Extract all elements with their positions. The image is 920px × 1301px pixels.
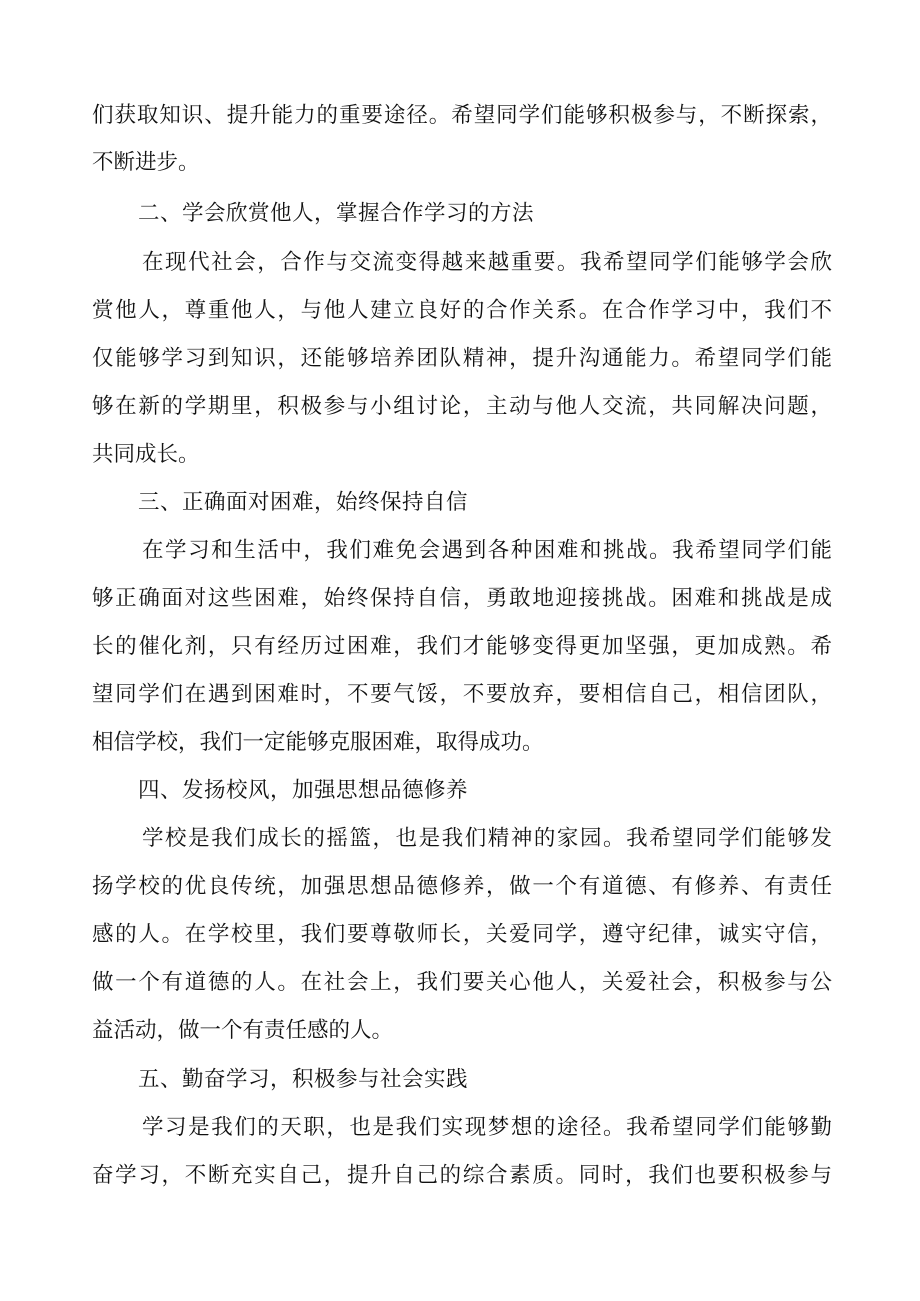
paragraph-line: 不断进步。 <box>92 150 200 175</box>
paragraph-line: 做一个有道德的人。在社会上，我们要关心他人，关爱社会，积极参与公 <box>92 970 832 995</box>
paragraph-line: 共同成长。 <box>92 442 200 467</box>
paragraph-line: 奋学习，不断充实自己，提升自己的综合素质。同时，我们也要积极参与 <box>92 1163 832 1188</box>
section-heading: 三、正确面对困难，始终保持自信 <box>138 490 469 515</box>
paragraph-line: 望同学们在遇到困难时，不要气馁，不要放弃，要相信自己，相信团队， <box>92 682 832 707</box>
section-heading: 四、发扬校风，加强思想品德修养 <box>138 778 469 803</box>
paragraph-line: 学习是我们的天职，也是我们实现梦想的途径。我希望同学们能够勤 <box>142 1115 832 1140</box>
paragraph-line: 感的人。在学校里，我们要尊敬师长，关爱同学，遵守纪律，诚实守信， <box>92 922 832 947</box>
section-heading: 五、勤奋学习，积极参与社会实践 <box>138 1067 469 1092</box>
paragraph-line: 学校是我们成长的摇篮，也是我们精神的家园。我希望同学们能够发 <box>142 826 832 851</box>
paragraph-line: 在学习和生活中，我们难免会遇到各种困难和挑战。我希望同学们能 <box>142 538 832 563</box>
paragraph-line: 够正确面对这些困难，始终保持自信，勇敢地迎接挑战。困难和挑战是成 <box>92 586 832 611</box>
paragraph-line: 够在新的学期里，积极参与小组讨论，主动与他人交流，共同解决问题， <box>92 394 832 419</box>
paragraph-line: 们获取知识、提升能力的重要途径。希望同学们能够积极参与，不断探索， <box>92 103 832 128</box>
paragraph-line: 相信学校，我们一定能够克服困难，取得成功。 <box>92 730 544 755</box>
paragraph-line: 益活动，做一个有责任感的人。 <box>92 1018 394 1043</box>
paragraph-line: 在现代社会，合作与交流变得越来越重要。我希望同学们能够学会欣 <box>142 250 832 275</box>
paragraph-line: 仅能够学习到知识，还能够培养团队精神，提升沟通能力。希望同学们能 <box>92 346 832 371</box>
paragraph-line: 赏他人，尊重他人，与他人建立良好的合作关系。在合作学习中，我们不 <box>92 298 832 323</box>
paragraph-line: 长的催化剂，只有经历过困难，我们才能够变得更加坚强，更加成熟。希 <box>92 634 832 659</box>
section-heading: 二、学会欣赏他人，掌握合作学习的方法 <box>138 201 535 226</box>
paragraph-line: 扬学校的优良传统，加强思想品德修养，做一个有道德、有修养、有责任 <box>92 874 832 899</box>
